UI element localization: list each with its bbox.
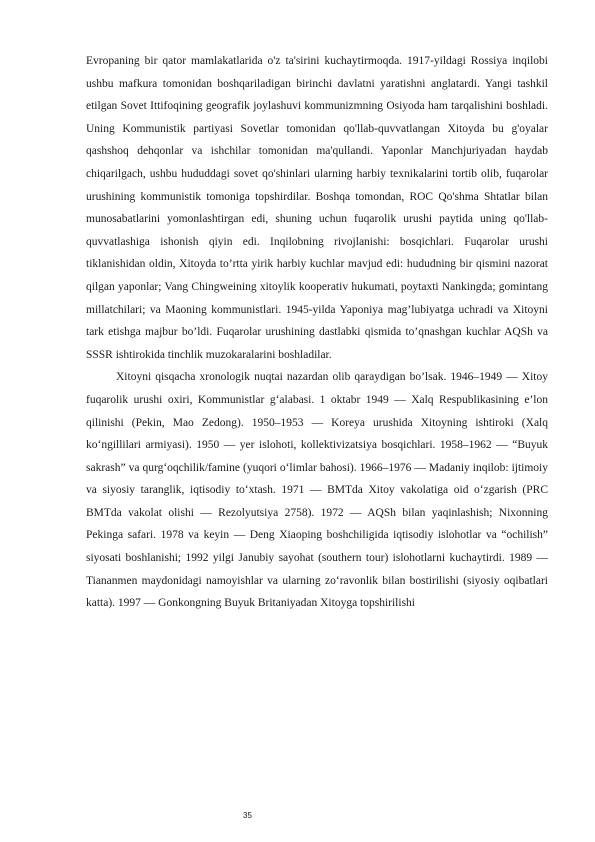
page-number: 35: [243, 811, 252, 820]
paragraph-2: Xitoyni qisqacha xronologik nuqtai nazardan olib qaraydigan bo’lsak. 1946–1949 — Xitoy fuqarolik urushi oxiri, Kommunistlar g‘alabasi. 1 oktabr 1949 — Xalq Respublikasining e’lon qilinishi (Pekin, Mao Zedong). 1950–1953 — Koreya urushida Xitoyning ishtiroki (Xalq ko‘ngillilari armiyasi). 1950 — yer islohoti, kollektivizatsiya bosqichlari. 1958–1962 — “Buyuk sakrash” va qurg‘oqchilik/famine (yuqori o‘limlar bahosi). 1966–1976 — Madaniy inqilob: ijtimoiy va siyosiy taranglik, iqtisodiy to‘xtash. 1971 — BMTda Xitoy vakolatiga oid o‘zgarish (PRC BMTda vakolat olishi — Rezolyutsiya 2758). 1972 — AQSh bilan yaqinlashish; Nixonning Pekinga safari. 1978 va keyin — Deng Xiaoping boshchiligida iqtisodiy islohotlar va “ochilish” siyosati boshlanishi; 1992 yilgi Janubiy sayohat (southern tour) islohotlarni kuchaytirdi. 1989 — Tiananmen maydonidagi namoyishlar va ularning zo‘ravonlik bilan bostirilishi (siyosiy oqibatlari katta). 1997 — Gonkongning Buyuk Britaniyadan Xitoyga topshirilishi: [86, 371, 548, 610]
document-body: [86, 50, 548, 615]
paragraph-1: Evropaning bir qator mamlakatlarida o'z ta'sirini kuchaytirmoqda. 1917-yildagi Rossiya inqilobi ushbu mafkura tomonidan boshqariladigan birinchi davlatni yaratishni anglatardi. Yangi tashkil etilgan Sovet Ittifoqining geografik joylashuvi kommunizmning Osiyoda ham tarqalishini boshladi. Uning Kommunistik partiyasi Sovetlar tomonidan qo'llab-quvvatlangan Xitoyda bu g'oyalar qashshoq dehqonlar va ishchilar tomonidan ma'qullandi. Yaponlar Manchjuriyadan haydab chiqarilgach, ushbu hududdagi sovet qo'shinlari ularning harbiy texnikalarini tortib olib, fuqarolar urushining kommunistik tomoniga topshirdilar. Boshqa tomondan, ROC Qo'shma Shtatlar bilan munosabatlarini yomonlashtirgan edi, shuning uchun fuqarolik urushi paytida uning qo'llab-quvvatlashiga ishonish qiyin edi. Inqilobning rivojlanishi: bosqichlari. Fuqarolar urushi tiklanishidan oldin, Xitoyda to’rtta yirik harbiy kuchlar mavjud edi: hududning bir qismini nazorat qilgan yaponlar; Vang Chingweining xitoylik kooperativ hukumati, poytaxti Nankingda; gomintang millatchilari; va Maoning kommunistlari. 1945-yilda Yaponiya mag’lubiyatga uchradi va Xitoyni tark etishga majbur bo’ldi. Fuqarolar urushining dastlabki qismida to’qnashgan kuchlar AQSh va SSSR ishtirokida tinchlik muzokaralarini boshladilar.: [86, 55, 548, 361]
